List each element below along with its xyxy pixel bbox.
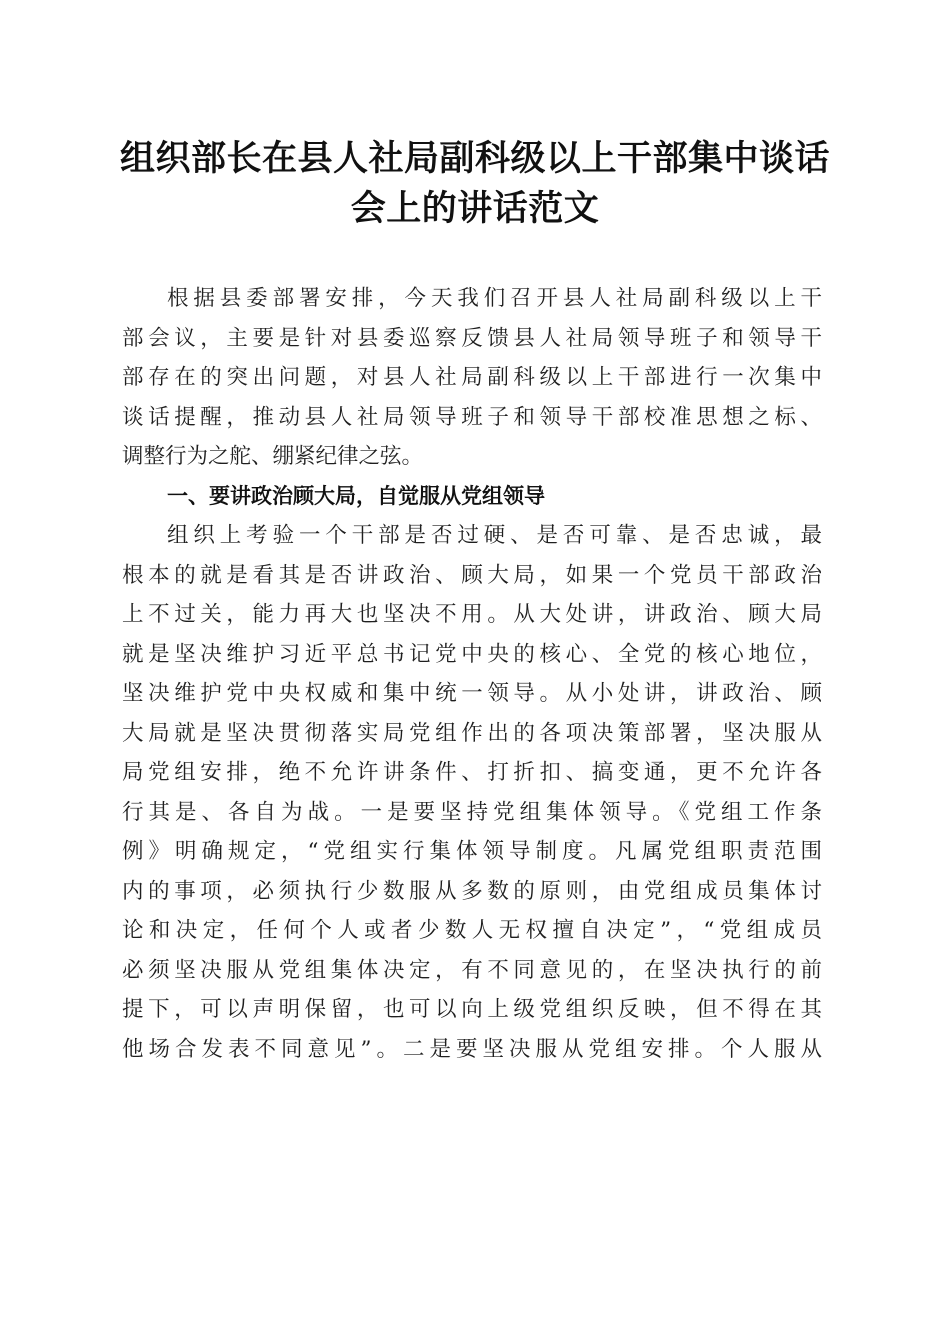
paragraph-intro xyxy=(122,279,822,477)
paragraph-line: 他场合发表不同意见”。二是要坚决服从党组安排。个人服从 xyxy=(122,1036,822,1062)
paragraph-line: 部会议，主要是针对县委巡察反馈县人社局领导班子和领导干 xyxy=(122,325,822,351)
paragraph-line: 组织上考验一个干部是否过硬、是否可靠、是否忠诚，最 xyxy=(167,523,822,548)
paragraph-line: 论和决定，任何个人或者少数人无权擅自决定”，“党组成员 xyxy=(122,918,822,943)
paragraph-line: 根据县委部署安排，今天我们召开县人社局副科级以上干 xyxy=(167,286,822,311)
document-title xyxy=(110,134,840,234)
section-heading: 一、要讲政治顾大局，自觉服从党组领导 xyxy=(167,483,545,508)
paragraph-line: 行其是、各自为战。一是要坚持党组集体领导。《党组工作条 xyxy=(122,799,822,825)
paragraph-line: 内的事项，必须执行少数服从多数的原则，由党组成员集体讨 xyxy=(122,878,822,904)
paragraph-line: 例》明确规定，“党组实行集体领导制度。凡属党组职责范围 xyxy=(122,839,822,864)
paragraph-line: 必须坚决服从党组集体决定，有不同意见的，在坚决执行的前 xyxy=(122,957,822,983)
paragraph-line: 谈话提醒，推动县人社局领导班子和领导干部校准思想之标、 xyxy=(122,404,822,430)
title-line-2: 会上的讲话范文 xyxy=(350,188,600,229)
paragraph-section-1 xyxy=(122,516,822,1069)
paragraph-line: 坚决维护党中央权威和集中统一领导。从小处讲，讲政治、顾 xyxy=(122,681,822,706)
paragraph-line: 大局就是坚决贯彻落实局党组作出的各项决策部署，坚决服从 xyxy=(122,720,822,746)
paragraph-line: 局党组安排，绝不允许讲条件、打折扣、搞变通，更不允许各 xyxy=(122,760,822,785)
paragraph-line: 就是坚决维护习近平总书记党中央的核心、全党的核心地位， xyxy=(122,641,822,667)
paragraph-line: 提下，可以声明保留，也可以向上级党组织反映，但不得在其 xyxy=(122,997,822,1022)
paragraph-line: 部存在的突出问题，对县人社局副科级以上干部进行一次集中 xyxy=(122,365,822,390)
paragraph-line: 根本的就是看其是否讲政治、顾大局，如果一个党员干部政治 xyxy=(122,562,822,588)
document-body xyxy=(122,279,822,1069)
title-line-1: 组织部长在县人社局副科级以上干部集中谈话 xyxy=(119,138,830,179)
paragraph-line: 上不过关，能力再大也坚决不用。从大处讲，讲政治、顾大局 xyxy=(122,602,822,627)
paragraph-line: 调整行为之舵、绷紧纪律之弦。 xyxy=(122,444,424,469)
